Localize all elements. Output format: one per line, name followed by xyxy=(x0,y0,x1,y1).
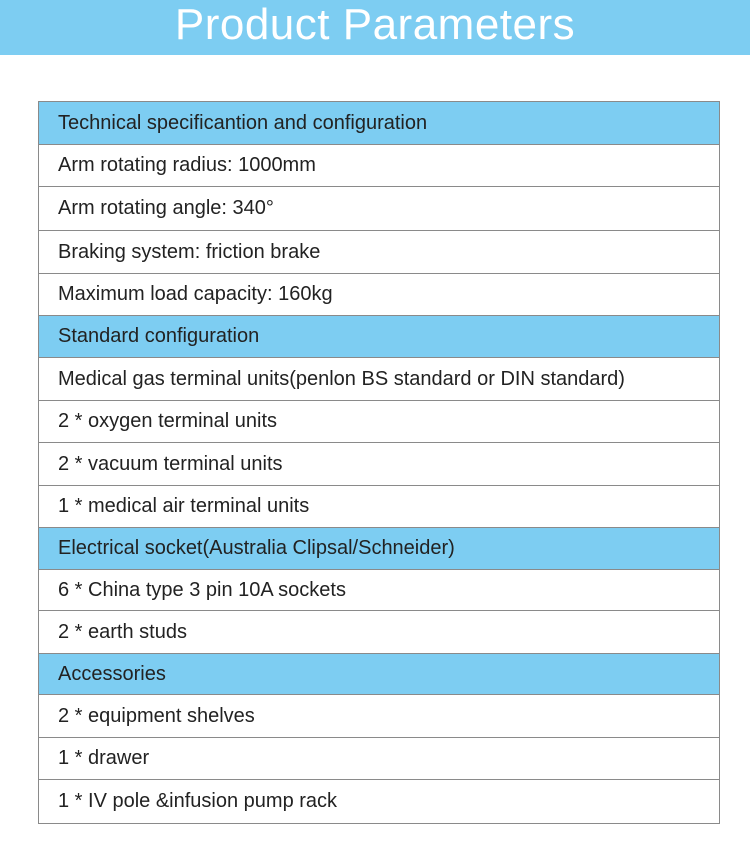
table-row xyxy=(39,611,720,654)
table-cell: Medical gas terminal units(penlon BS standard or DIN standard) xyxy=(39,358,720,401)
table-row xyxy=(39,274,720,316)
table-cell: Braking system: friction brake xyxy=(39,231,720,274)
table-cell: Arm rotating angle: 340° xyxy=(39,187,720,231)
table-row xyxy=(39,486,720,528)
table-cell: 2 * oxygen terminal units xyxy=(39,401,720,443)
table-row xyxy=(39,145,720,187)
table-row xyxy=(39,358,720,401)
table-cell: 6 * China type 3 pin 10A sockets xyxy=(39,570,720,611)
section-header: Accessories xyxy=(39,654,720,695)
table-row xyxy=(39,231,720,274)
table-row xyxy=(39,187,720,231)
section-header-row xyxy=(39,528,720,570)
table-row xyxy=(39,401,720,443)
table-row xyxy=(39,443,720,486)
page-title: Product Parameters xyxy=(174,0,576,49)
table-cell: Arm rotating radius: 1000mm xyxy=(39,145,720,187)
section-header-row xyxy=(39,316,720,358)
section-header: Technical specificantion and configuration xyxy=(39,102,720,145)
table-cell: 1 * IV pole &infusion pump rack xyxy=(39,780,720,824)
table-row xyxy=(39,738,720,780)
parameters-table xyxy=(38,101,720,824)
table-cell: 2 * equipment shelves xyxy=(39,695,720,738)
section-header: Standard configuration xyxy=(39,316,720,358)
table-row xyxy=(39,780,720,824)
title-banner xyxy=(0,0,750,55)
section-header-row xyxy=(39,654,720,695)
table-cell: 1 * drawer xyxy=(39,738,720,780)
table-row xyxy=(39,570,720,611)
table-row xyxy=(39,695,720,738)
table-cell: 2 * earth studs xyxy=(39,611,720,654)
section-header: Electrical socket(Australia Clipsal/Schneider) xyxy=(39,528,720,570)
section-header-row xyxy=(39,102,720,145)
table-cell: 1 * medical air terminal units xyxy=(39,486,720,528)
table-cell: 2 * vacuum terminal units xyxy=(39,443,720,486)
table-cell: Maximum load capacity: 160kg xyxy=(39,274,720,316)
